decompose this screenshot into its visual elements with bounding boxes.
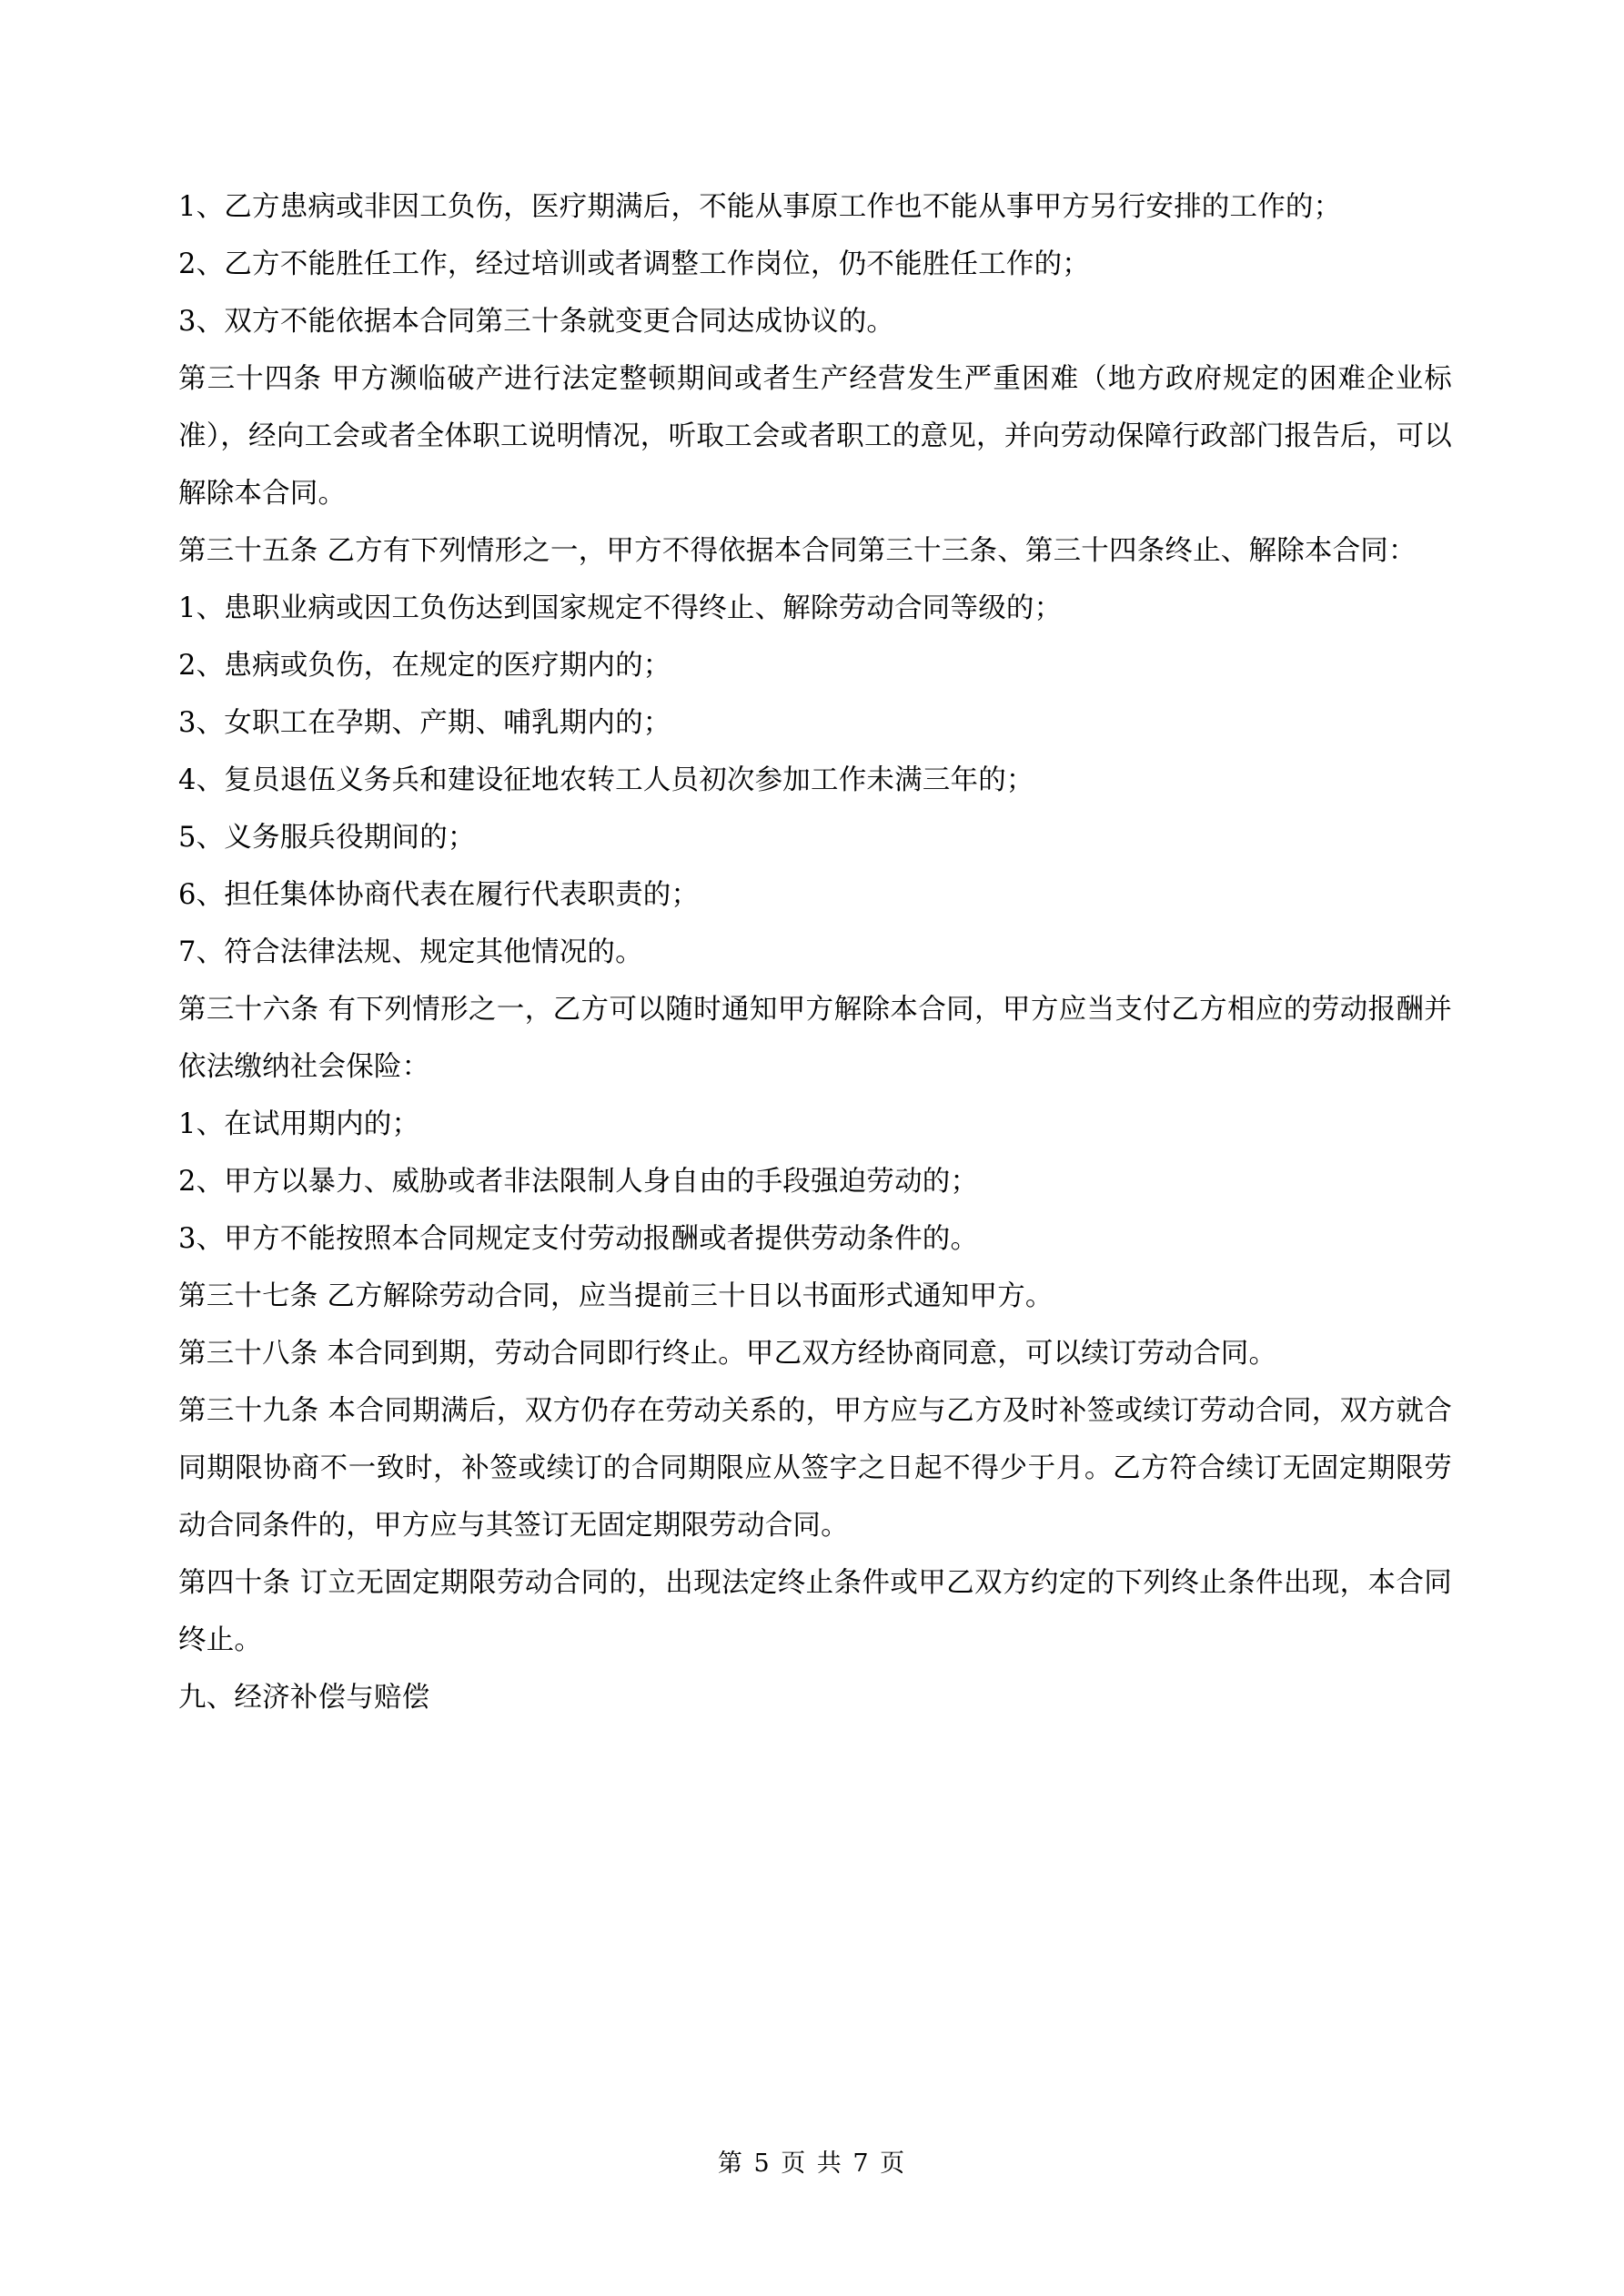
paragraph: 3、女职工在孕期、产期、哺乳期内的； — [178, 707, 671, 739]
paragraph: 1、乙方患病或非因工负伤，医疗期满后，不能从事原工作也不能从事甲方另行安排的工作的； — [178, 191, 1342, 223]
paragraph: 3、甲方不能按照本合同规定支付劳动报酬或者提供劳动条件的。 — [178, 1223, 979, 1255]
paragraph: 1、患职业病或因工负伤达到国家规定不得终止、解除劳动合同等级的； — [178, 592, 1063, 624]
paragraph: 九、经济补偿与赔偿 — [178, 1682, 430, 1714]
paragraph: 第四十条 订立无固定期限劳动合同的，出现法定终止条件或甲乙双方约定的下列终止条件出现，本合同终止。 — [178, 1567, 1452, 1656]
document-body — [178, 178, 1452, 1726]
page-footer: 第 5 页 共 7 页 — [717, 2149, 907, 2178]
paragraph: 2、乙方不能胜任工作，经过培训或者调整工作岗位，仍不能胜任工作的； — [178, 248, 1091, 280]
paragraph: 3、双方不能依据本合同第三十条就变更合同达成协议的。 — [178, 306, 895, 338]
paragraph: 第三十七条 乙方解除劳动合同，应当提前三十日以书面形式通知甲方。 — [178, 1280, 1054, 1312]
paragraph: 第三十六条 有下列情形之一，乙方可以随时通知甲方解除本合同，甲方应当支付乙方相应的劳动报酬并依法缴纳社会保险： — [178, 994, 1452, 1083]
paragraph: 6、担任集体协商代表在履行代表职责的； — [178, 879, 700, 911]
paragraph: 7、符合法律法规、规定其他情况的。 — [178, 936, 643, 968]
paragraph: 第三十四条 甲方濒临破产进行法定整顿期间或者生产经营发生严重困难（地方政府规定的困难企业标准），经向工会或者全体职工说明情况，听取工会或者职工的意见，并向劳动保障行政部门报告后，可以解除本合同。 — [178, 363, 1452, 510]
paragraph: 第三十八条 本合同到期，劳动合同即行终止。甲乙双方经协商同意，可以续订劳动合同。 — [178, 1338, 1277, 1370]
paragraph: 2、患病或负伤，在规定的医疗期内的； — [178, 650, 671, 682]
paragraph: 4、复员退伍义务兵和建设征地农转工人员初次参加工作未满三年的； — [178, 764, 1034, 796]
paragraph: 第三十五条 乙方有下列情形之一，甲方不得依据本合同第三十三条、第三十四条终止、解除本合同： — [178, 535, 1417, 567]
paragraph: 5、义务服兵役期间的； — [178, 822, 476, 854]
paragraph: 2、甲方以暴力、威胁或者非法限制人身自由的手段强迫劳动的； — [178, 1166, 979, 1198]
paragraph: 第三十九条 本合同期满后，双方仍存在劳动关系的，甲方应与乙方及时补签或续订劳动合同，双方就合同期限协商不一致时，补签或续订的合同期限应从签字之日起不得少于月。乙方符合续订无固定期限劳动合同条件的，甲方应与其签订无固定期限劳动合同。 — [178, 1395, 1452, 1542]
paragraph: 1、在试用期内的； — [178, 1108, 420, 1140]
